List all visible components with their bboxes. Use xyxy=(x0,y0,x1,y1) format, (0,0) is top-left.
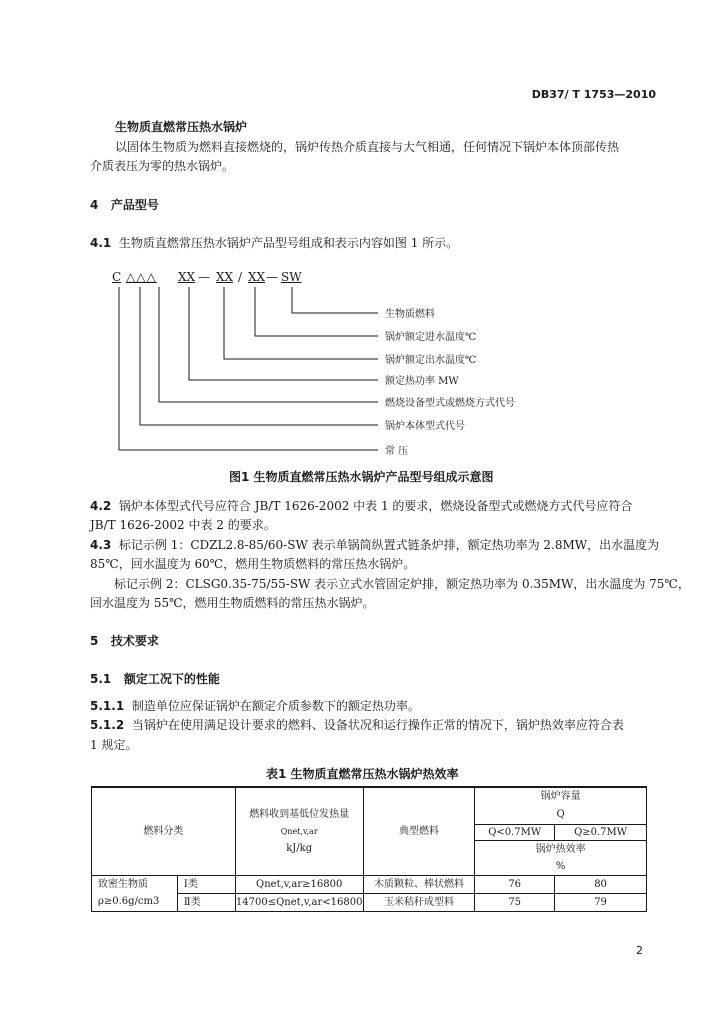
clause-5-1-2-line-2: 1 规定。 xyxy=(90,738,138,752)
label-rated-power: 额定热功率 MW xyxy=(385,376,459,387)
leader-outlet-temp xyxy=(224,287,378,359)
row-typical-fuel: 玉米秸秆成型料 xyxy=(363,894,475,912)
header-fuel-class: 燃料分类 xyxy=(92,787,236,876)
table-row xyxy=(92,876,647,894)
leader-inlet-temp xyxy=(255,287,378,336)
leader-burner xyxy=(159,287,378,402)
row-group-density: ρ≥0.6g/cm3 xyxy=(92,894,178,912)
clause-number: 5.1 xyxy=(90,672,112,686)
leader-atmospheric xyxy=(119,287,378,450)
label-atmospheric: 常 压 xyxy=(385,446,409,457)
clause-text: 锅炉本体型式代号应符合 JB/T 1626-2002 中表 1 的要求，燃烧设备型式或燃烧方式代号应符合 xyxy=(118,499,633,513)
leader-power xyxy=(189,287,378,380)
header-capacity xyxy=(475,787,647,825)
header-lhv xyxy=(235,787,363,876)
leader-body xyxy=(140,287,378,425)
clause-4-3-line-4: 回水温度为 55℃，燃用生物质燃料的常压热水锅炉。 xyxy=(90,596,375,610)
code-xx-inlet: XX xyxy=(248,270,266,284)
clause-5-1-1 xyxy=(90,697,420,714)
header-q-lt: Q<0.7MW xyxy=(475,825,555,841)
header-capacity-q: Q xyxy=(556,809,565,820)
row-class: Ⅰ类 xyxy=(177,876,235,894)
figure-1-caption: 图1 生物质直燃常压热水锅炉产品型号组成示意图 xyxy=(229,470,494,484)
clause-text: 生物质直燃常压热水锅炉产品型号组成和表示内容如图 1 所示。 xyxy=(118,236,459,250)
row-eff-ge: 79 xyxy=(555,894,647,912)
clause-4-2-line-1 xyxy=(90,497,632,514)
table-1-caption: 表1 生物质直燃常压热水锅炉热效率 xyxy=(266,767,459,781)
page-number: 2 xyxy=(636,944,643,957)
header-lhv-line-3: kJ/kg xyxy=(286,843,313,854)
code-slash: / xyxy=(238,270,243,284)
header-efficiency-unit: % xyxy=(555,861,566,872)
section-number: 5 xyxy=(90,634,99,648)
leader-biomass xyxy=(292,287,378,313)
clause-4-3-line-2: 85℃，回水温度为 60℃，燃用生物质燃料的常压热水锅炉。 xyxy=(90,557,416,571)
clause-text: 制造单位应保证锅炉在额定介质参数下的额定热功率。 xyxy=(131,699,420,713)
definition-term: 生物质直燃常压热水锅炉 xyxy=(115,120,248,134)
header-typical-fuel: 典型燃料 xyxy=(363,787,475,876)
header-lhv-line-2: Qnet,v,ar xyxy=(280,827,318,836)
code-xx-power: XX xyxy=(178,270,196,284)
label-biomass-fuel: 生物质燃料 xyxy=(385,309,435,320)
header-efficiency-label: 锅炉热效率 xyxy=(535,844,586,855)
section-title: 产品型号 xyxy=(110,198,159,212)
clause-5-1-heading xyxy=(90,670,220,687)
standard-code: DB37/ T 1753—2010 xyxy=(531,88,656,101)
clause-5-1-2-line-1 xyxy=(90,716,624,733)
row-class: Ⅱ类 xyxy=(177,894,235,912)
header-q-ge: Q≥0.7MW xyxy=(555,825,647,841)
code-dash-1: — xyxy=(198,270,210,284)
table-row xyxy=(92,894,647,912)
header-efficiency xyxy=(475,841,647,876)
clause-text: 标记示例 1：CDZL2.8-85/60-SW 表示单锅筒纵置式链条炉排，额定热功率为 2.8MW，出水温度为 xyxy=(118,538,660,552)
header-capacity-label: 锅炉容量 xyxy=(540,791,581,802)
row-eff-lt: 76 xyxy=(475,876,555,894)
row-eff-ge: 80 xyxy=(555,876,647,894)
clause-4-2-line-2: JB/T 1626-2002 中表 2 的要求。 xyxy=(90,518,276,532)
definition-line-1: 以固体生物质为燃料直接燃烧的，锅炉传热介质直接与大气相通，任何情况下锅炉本体顶部传热 xyxy=(115,140,620,154)
clause-number: 4.3 xyxy=(90,538,112,552)
row-lhv: 14700≤Qnet,v,ar<16800 xyxy=(235,894,363,912)
clause-number: 4.2 xyxy=(90,499,112,513)
clause-title: 额定工况下的性能 xyxy=(123,672,220,686)
table-1 xyxy=(91,786,647,912)
code-sw: SW xyxy=(281,270,302,284)
row-typical-fuel: 木质颗粒、棒状燃料 xyxy=(363,876,475,894)
clause-4-3-line-1 xyxy=(90,536,659,553)
code-xx-outlet: XX xyxy=(216,270,234,284)
section-title: 技术要求 xyxy=(110,634,159,648)
code-dash-2: — xyxy=(266,270,278,284)
label-burner-code: 燃烧设备型式或燃烧方式代号 xyxy=(385,398,515,409)
label-body-code: 锅炉本体型式代号 xyxy=(385,421,465,432)
clause-text: 当锅炉在使用满足设计要求的燃料、设备状况和运行操作正常的情况下，锅炉热效率应符合表 xyxy=(131,718,624,732)
label-outlet-temp: 锅炉额定出水温度℃ xyxy=(385,355,477,366)
figure-1-leader-lines xyxy=(0,0,724,470)
code-triangles: △△△ xyxy=(126,270,157,284)
section-5-heading xyxy=(90,632,159,649)
row-eff-lt: 75 xyxy=(475,894,555,912)
label-inlet-temp: 锅炉额定进水温度℃ xyxy=(385,332,477,343)
row-lhv: Qnet,v,ar≥16800 xyxy=(235,876,363,894)
header-lhv-line-1: 燃料收到基低位发热量 xyxy=(249,809,350,820)
clause-number: 5.1.2 xyxy=(90,718,125,732)
clause-number: 5.1.1 xyxy=(90,699,125,713)
code-c: C xyxy=(112,270,122,284)
definition-line-2: 介质表压为零的热水锅炉。 xyxy=(90,159,235,173)
clause-number: 4.1 xyxy=(90,236,112,250)
clause-4-3-line-3: 标记示例 2：CLSG0.35-75/55-SW 表示立式水管固定炉排，额定热功率为 0.35MW，出水温度为 75℃， xyxy=(114,577,690,591)
row-group-name: 致密生物质 xyxy=(92,876,178,894)
section-number: 4 xyxy=(90,198,99,212)
